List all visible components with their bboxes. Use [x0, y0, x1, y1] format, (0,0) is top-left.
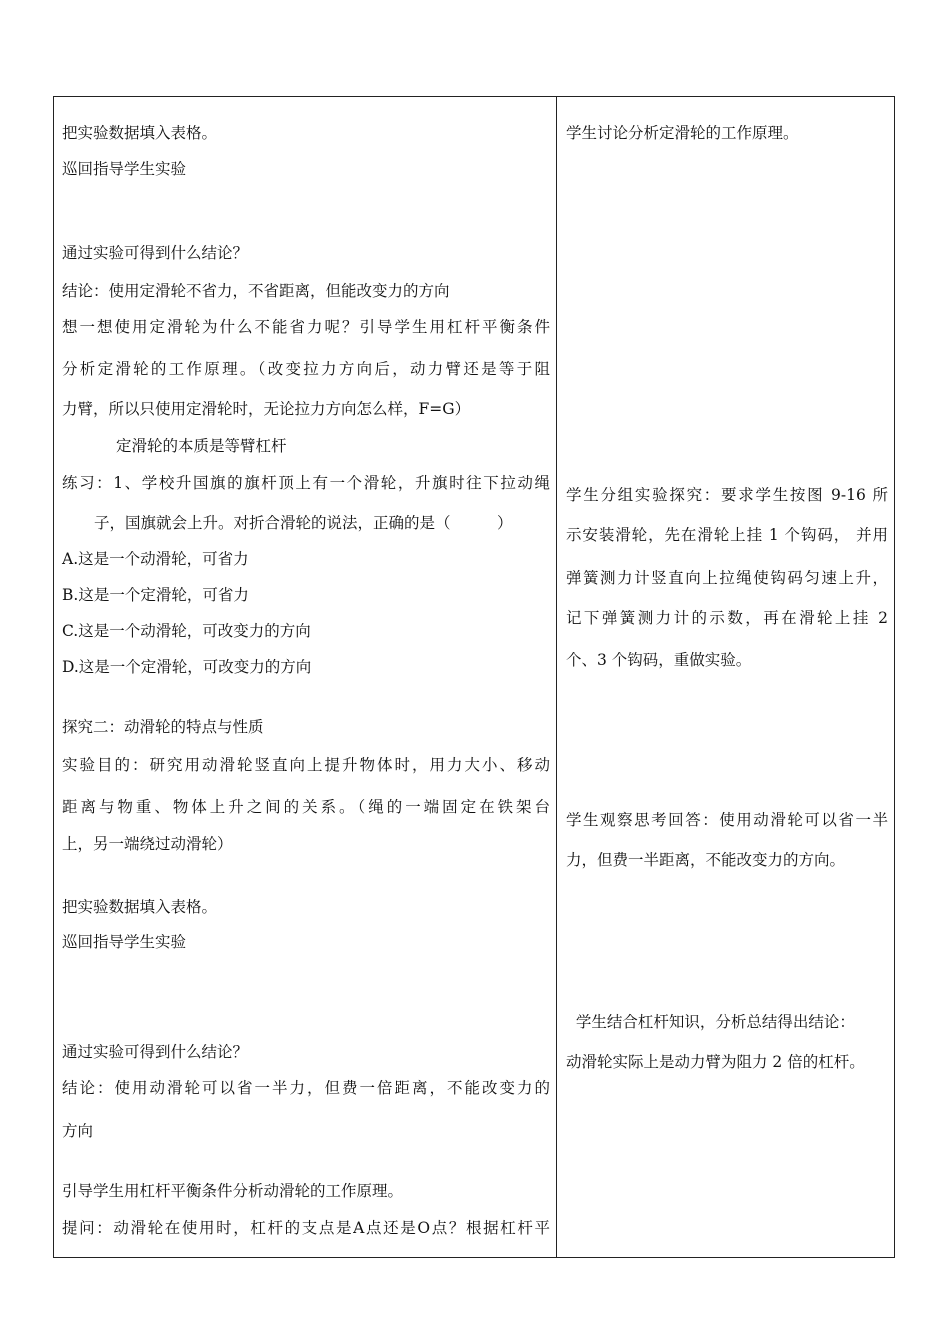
question-text-1: 通过实验可得到什么结论？ — [62, 244, 249, 262]
conclusion-text-2-line-2: 方向 — [62, 1122, 94, 1140]
question-text-2: 通过实验可得到什么结论？ — [62, 1043, 249, 1061]
observe-text-line-2: 力，但费一半距离，不能改变力的方向。 — [566, 851, 846, 869]
think-text-line-3: 力臂，所以只使用定滑轮时，无论拉力方向怎么样，F=G） — [62, 400, 471, 418]
group-text-line-5: 个、3 个钩码，重做实验。 — [566, 651, 752, 669]
purpose-text-line-1: 实验目的：研究用动滑轮竖直向上提升物体时，用力大小、移动 — [62, 756, 550, 774]
purpose-text-line-2: 距离与物重、物体上升之间的关系。（绳的一端固定在铁架台 — [62, 798, 550, 816]
guide-analysis-text: 引导学生用杠杆平衡条件分析动滑轮的工作原理。 — [62, 1182, 404, 1200]
think-text-line-1: 想一想使用定滑轮为什么不能省力呢？引导学生用杠杆平衡条件 — [62, 318, 550, 336]
guide-text-2: 巡回指导学生实验 — [62, 933, 187, 951]
ask-text: 提问：动滑轮在使用时，杠杆的支点是A点还是O点？根据杠杆平 — [62, 1219, 550, 1237]
fill-table-text-2: 把实验数据填入表格。 — [62, 898, 218, 916]
option-b: B.这是一个定滑轮，可省力 — [62, 586, 249, 604]
group-text-line-3: 弹簧测力计竖直向上拉绳使钩码匀速上升， — [566, 569, 888, 587]
discuss-text: 学生讨论分析定滑轮的工作原理。 — [566, 124, 799, 142]
fill-table-text-1: 把实验数据填入表格。 — [62, 124, 218, 142]
exercise-text-line-1: 练习：1、学校升国旗的旗杆顶上有一个滑轮，升旗时往下拉动绳 — [62, 474, 550, 492]
group-text-line-1: 学生分组实验探究：要求学生按图 9-16 所 — [566, 486, 888, 504]
option-d: D.这是一个定滑轮，可改变力的方向 — [62, 658, 312, 676]
option-a: A.这是一个动滑轮，可省力 — [62, 550, 249, 568]
guide-text-1: 巡回指导学生实验 — [62, 160, 187, 178]
observe-text-line-1: 学生观察思考回答：使用动滑轮可以省一半 — [566, 811, 888, 829]
conclusion-text-2-line-1: 结论：使用动滑轮可以省一半力，但费一倍距离，不能改变力的 — [62, 1079, 550, 1097]
purpose-text-line-3: 上，另一端绕过动滑轮） — [62, 835, 233, 853]
group-text-line-4: 记下弹簧测力计的示数，再在滑轮上挂 2 — [566, 609, 888, 627]
essence-text: 定滑轮的本质是等臂杠杆 — [116, 437, 287, 455]
exercise-text-line-2: 子，国旗就会上升。对折合滑轮的说法，正确的是（ ） — [94, 514, 513, 532]
explore-two-title: 探究二：动滑轮的特点与性质 — [62, 718, 264, 736]
combine-text-line-1: 学生结合杠杆知识，分析总结得出结论： — [566, 1013, 855, 1031]
combine-text-line-2: 动滑轮实际上是动力臂为阻力 2 倍的杠杆。 — [566, 1053, 865, 1071]
group-text-line-2: 示安装滑轮，先在滑轮上挂 1 个钩码， 并用 — [566, 526, 888, 544]
think-text-line-2: 分析定滑轮的工作原理。（改变拉力方向后，动力臂还是等于阻 — [62, 360, 550, 378]
conclusion-text-1: 结论：使用定滑轮不省力，不省距离，但能改变力的方向 — [62, 282, 450, 300]
column-divider — [556, 96, 557, 1258]
option-c: C.这是一个动滑轮，可改变力的方向 — [62, 622, 311, 640]
